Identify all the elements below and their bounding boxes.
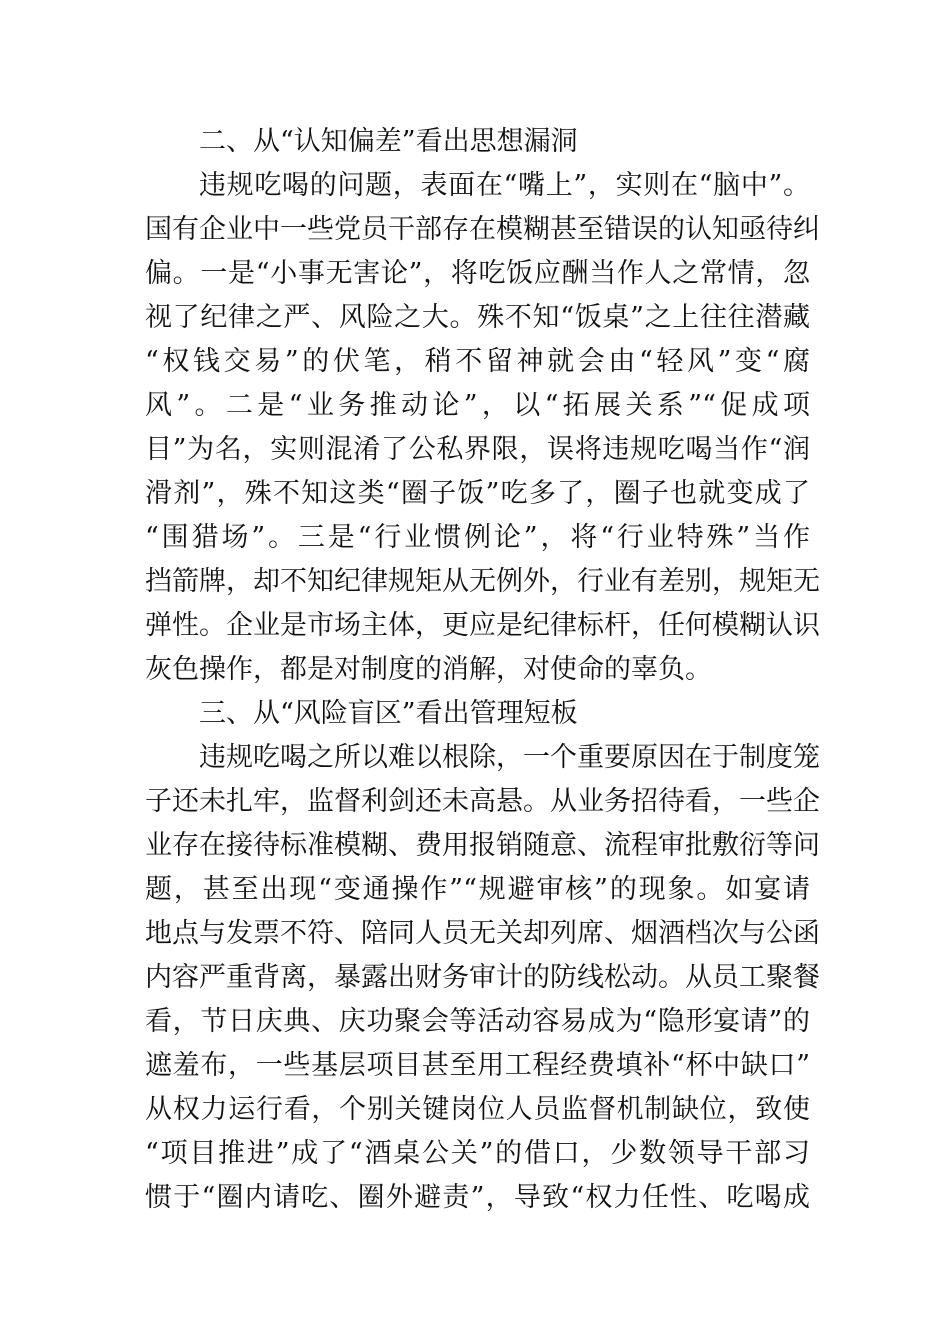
paragraph-line: 滑剂”，殊不知这类“圈子饭”吃多了，圈子也就变成了 — [145, 478, 810, 509]
paragraph-line: 业存在接待标准模糊、费用报销随意、流程审批敷衍等问 — [145, 830, 820, 861]
paragraph-line: 题，甚至出现“变通操作”“规避审核”的现象。如宴请 — [145, 874, 810, 905]
paragraph-line: “项目推进”成了“酒桌公关”的借口，少数领导干部习 — [145, 1138, 810, 1169]
section-heading-2: 二、从“认知偏差”看出思想漏洞 — [199, 126, 578, 157]
paragraph-line: 弹性。企业是市场主体，更应是纪律标杆，任何模糊认识 — [145, 610, 820, 641]
paragraph-line: 违规吃喝之所以难以根除，一个重要原因在于制度笼 — [199, 742, 820, 773]
section-heading-3: 三、从“风险盲区”看出管理短板 — [199, 698, 578, 729]
paragraph-line: 灰色操作，都是对制度的消解，对使命的辜负。 — [145, 654, 712, 685]
paragraph-line: 子还未扎牢，监督利剑还未高悬。从业务招待看，一些企 — [145, 786, 820, 817]
paragraph-line: 遮羞布，一些基层项目甚至用工程经费填补“杯中缺口” — [145, 1050, 810, 1081]
paragraph-line: 违规吃喝的问题，表面在“嘴上”，实则在“脑中”。 — [199, 170, 810, 201]
paragraph-line: 内容严重背离，暴露出财务审计的防线松动。从员工聚餐 — [145, 962, 820, 993]
paragraph-line: 国有企业中一些党员干部存在模糊甚至错误的认知亟待纠 — [145, 214, 820, 245]
paragraph-line: “围猎场”。三是“行业惯例论”，将“行业特殊”当作 — [145, 522, 810, 553]
paragraph-line: “权钱交易”的伏笔，稍不留神就会由“轻风”变“腐 — [145, 346, 810, 377]
paragraph-line: 挡箭牌，却不知纪律规矩从无例外，行业有差别，规矩无 — [145, 566, 820, 597]
paragraph-line: 偏。一是“小事无害论”，将吃饭应酬当作人之常情，忽 — [145, 258, 810, 289]
paragraph-line: 地点与发票不符、陪同人员无关却列席、烟酒档次与公函 — [145, 918, 820, 949]
paragraph-line: 惯于“圈内请吃、圈外避责”，导致“权力任性、吃喝成 — [145, 1182, 810, 1213]
paragraph-line: 看，节日庆典、庆功聚会等活动容易成为“隐形宴请”的 — [145, 1006, 810, 1037]
paragraph-line: 从权力运行看，个别关键岗位人员监督机制缺位，致使 — [145, 1094, 810, 1125]
paragraph-line: 风”。二是“业务推动论”，以“拓展关系”“促成项 — [145, 390, 810, 421]
paragraph-line: 目”为名，实则混淆了公私界限，误将违规吃喝当作“润 — [145, 434, 810, 465]
paragraph-line: 视了纪律之严、风险之大。殊不知“饭桌”之上往往潜藏 — [145, 302, 810, 333]
